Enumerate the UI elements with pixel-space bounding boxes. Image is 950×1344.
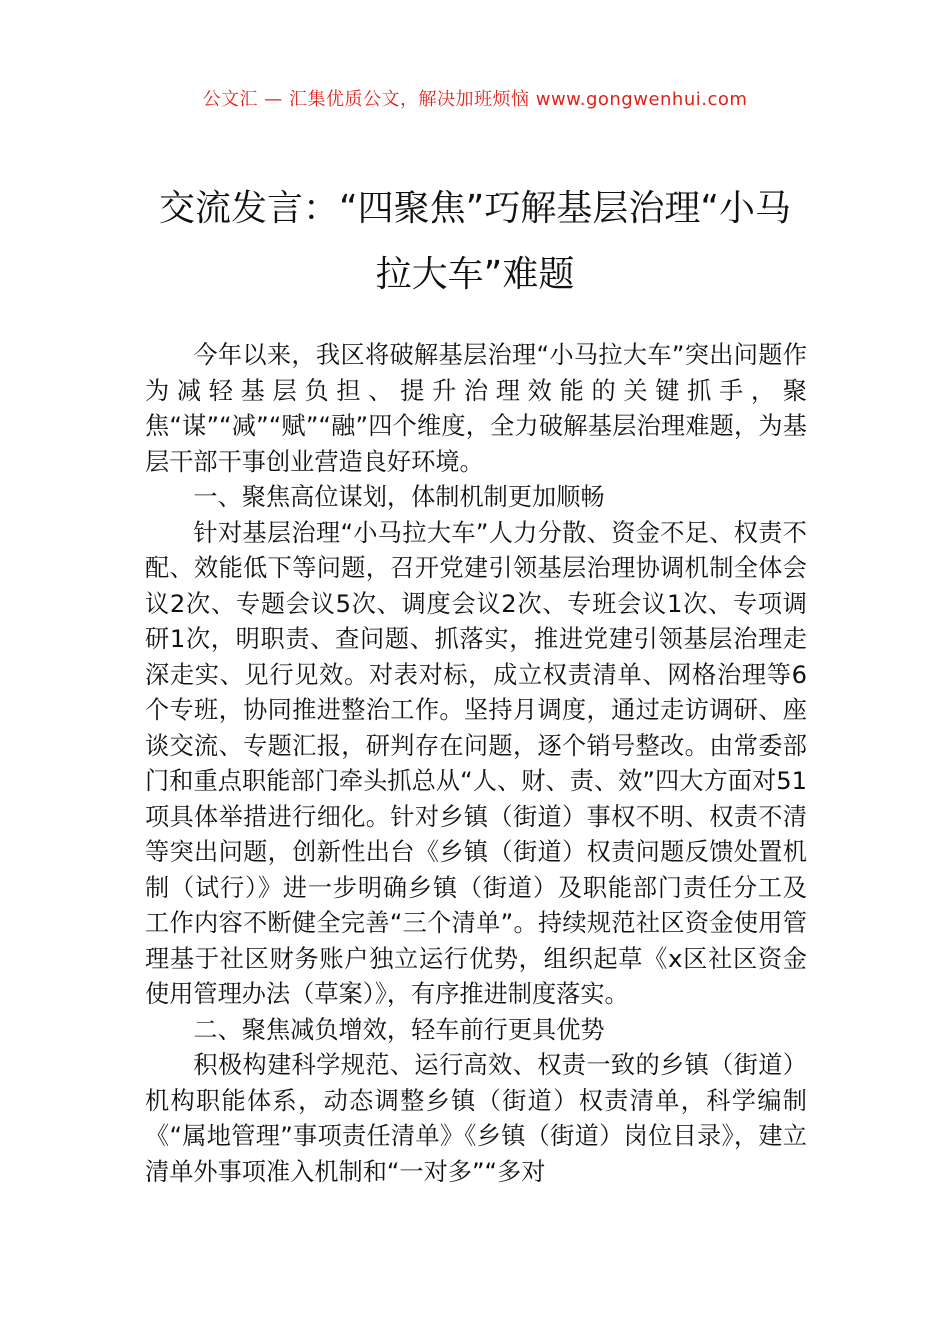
header-banner: 公文汇 — 汇集优质公文，解决加班烦恼 www.gongwenhui.com xyxy=(202,89,748,110)
document-body xyxy=(145,338,807,1190)
section-heading-2: 二、聚焦减负增效，轻车前行更具优势 xyxy=(193,1015,605,1044)
section-heading-1: 一、聚焦高位谋划，体制机制更加顺畅 xyxy=(193,483,605,511)
paragraph-section-1: 针对基层治理“小马拉大车”人力分散、资金不足、权责不配、效能低下等问题，召开党建引领基层治理协调机制全体会议2次、专题会议5次、调度会议2次、专班会议1次、专项调研1次，明职责、查问题、抓落实，推进党建引领基层治理走深走实、见行见效。对表对标，成立权责清单、网格治理等6个专班，协同推进整治工作。坚持月调度，通过走访调研、座谈交流、专题汇报，研判存在问题，逐个销号整改。由常委部门和重点职能部门牵头抓总从“人、财、责、效”四大方面对51项具体举措进行细化。针对乡镇（街道）事权不明、权责不清等突出问题，创新性出台《乡镇（街道）权责问题反馈处置机制（试行）》进一步明确乡镇（街道）及职能部门责任分工及工作内容不断健全完善“三个清单”。持续规范社区资金使用管理基于社区财务账户独立运行优势，组织起草《x区社区资金使用管理办法（草案）》，有序推进制度落实。 xyxy=(145,518,807,1008)
document-title: 交流发言：“四聚焦”巧解基层治理“小马拉大车”难题 xyxy=(159,188,791,295)
paragraph-section-2: 积极构建科学规范、运行高效、权责一致的乡镇（街道）机构职能体系，动态调整乡镇（街道）权责清单，科学编制《“属地管理”事项责任清单》《乡镇（街道）岗位目录》，建立清单外事项准入机制和“一对多”“多对 xyxy=(145,1051,807,1186)
paragraph-intro: 今年以来，我区将破解基层治理“小马拉大车”突出问题作为减轻基层负担、提升治理效能的关键抓手，聚焦“谋”“减”“赋”“融”四个维度，全力破解基层治理难题，为基层干部干事创业营造良好环境。 xyxy=(145,341,807,476)
